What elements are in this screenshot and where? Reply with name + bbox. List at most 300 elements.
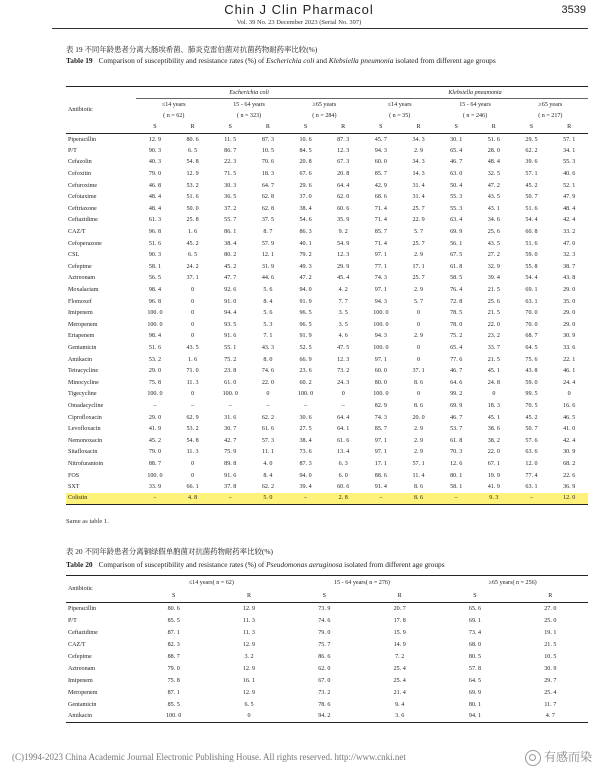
table-cell: 96. 8 (148, 298, 162, 305)
table-cell: 51. 6 (487, 136, 500, 143)
table-cell: 40. 3 (148, 159, 162, 166)
table-row (66, 675, 588, 687)
table-cell: 67. 6 (299, 171, 312, 178)
r-header: R (416, 123, 421, 130)
antibiotic-name: Cefuroxime (68, 182, 98, 189)
table-cell: 37. 8 (224, 484, 237, 491)
table-cell: 64. 4 (337, 414, 350, 421)
table-cell: 79. 0 (167, 665, 180, 672)
table-cell: 87. 1 (167, 689, 180, 696)
table-cell: 6. 0 (338, 472, 348, 479)
table-cell: 12. 9 (242, 665, 256, 672)
table-cell: 67. 5 (450, 252, 463, 259)
table-row (66, 711, 588, 723)
table-cell: 65. 6 (468, 605, 482, 612)
table-cell: 9. 2 (338, 229, 348, 236)
table-cell: 21. 5 (487, 310, 500, 317)
table-cell: 91. 4 (374, 484, 387, 491)
table-cell: 91. 9 (299, 298, 312, 305)
table-cell: 35. 0 (563, 298, 576, 305)
table-cell: 33. 2 (563, 229, 576, 236)
table-row (66, 249, 588, 261)
table-cell: 61. 8 (450, 263, 463, 270)
table-cell: 29. 0 (563, 321, 576, 328)
table-cell: 8. 4 (263, 472, 273, 479)
table-cell: 47. 5 (337, 344, 350, 351)
table-cell: 42. 4 (563, 217, 576, 224)
table-cell: 0 (417, 344, 421, 351)
table-cell: 11. 3 (243, 617, 255, 624)
table-cell: 100. 0 (222, 391, 238, 398)
antibiotic-name: Nemonoxacin (68, 437, 103, 444)
table-cell: 91. 6 (224, 472, 237, 479)
table-cell: 38. 4 (299, 205, 312, 212)
antibiotic-name: CAZ/T (68, 641, 86, 648)
table-cell: 12. 0 (525, 460, 538, 467)
table-cell: 62. 0 (337, 194, 350, 201)
table-cell: 46. 1 (563, 368, 576, 375)
table-cell: 77. 6 (450, 356, 463, 363)
table-cell: 53. 2 (186, 182, 199, 189)
table-cell: 34. 1 (563, 147, 576, 154)
antibiotic-name: Cefoxitin (68, 171, 92, 178)
table-cell: 98. 4 (148, 333, 162, 340)
table-cell: 2. 9 (413, 426, 424, 433)
table-cell: 20. 7 (393, 605, 406, 612)
table-cell: 20. 0 (412, 414, 425, 421)
table-cell: 61. 0 (224, 379, 237, 386)
table-cell: 86. 3 (299, 229, 312, 236)
table-cell: 29. 0 (563, 287, 576, 294)
table-cell: 67. 3 (337, 159, 350, 166)
table-cell: 87. 3 (299, 460, 312, 467)
table-cell: 54. 4 (525, 217, 538, 224)
table-cell: 43. 8 (525, 368, 538, 375)
table-cell: 60. 6 (337, 484, 350, 491)
table-cell: 46. 7 (450, 368, 463, 375)
table-cell: 5. 0 (249, 493, 287, 505)
r-header: R (246, 592, 252, 599)
table-cell: 31. 4 (412, 194, 425, 201)
group-n-header: ( n = 217) (538, 112, 563, 119)
table-cell: 92. 6 (224, 287, 237, 294)
table-cell: 10. 6 (299, 136, 312, 143)
table-cell: 51. 6 (148, 344, 162, 351)
table-cell: 12. 9 (242, 689, 256, 696)
table-cell: 12. 0 (550, 493, 588, 505)
table-cell: 94. 0 (299, 287, 312, 294)
table-cell: 47. 2 (299, 275, 312, 282)
table-row (66, 447, 588, 459)
age-group-header: ≤14 years (387, 101, 412, 108)
table-cell: 0 (247, 713, 251, 720)
table-cell: 18. 3 (487, 402, 500, 409)
table-cell: 17. 8 (393, 617, 406, 624)
table-cell: 50. 7 (525, 194, 538, 201)
table-cell: 8. 6 (413, 402, 424, 409)
table-cell: 23. 2 (487, 333, 500, 340)
table-cell: 80. 6 (167, 605, 180, 612)
table-cell: 73. 2 (337, 368, 350, 375)
table-cell: 78. 5 (450, 310, 463, 317)
table-cell: 64. 5 (525, 344, 538, 351)
table-row (66, 687, 588, 699)
table-cell: 0 (266, 391, 270, 398)
table-cell: 71. 0 (186, 368, 199, 375)
table-cell: 96. 8 (148, 229, 162, 236)
table-cell: 87. 3 (261, 136, 274, 143)
table-row (66, 412, 588, 424)
table-cell: 79. 0 (148, 449, 162, 456)
table-cell: 78. 6 (318, 701, 331, 708)
table-cell: 60. 0 (374, 159, 387, 166)
table-cell: – (437, 493, 475, 505)
table-cell: 52. 5 (299, 344, 312, 351)
table-cell: 7. 2 (395, 653, 405, 660)
table-cell: 41. 9 (148, 426, 162, 433)
table-cell: 8. 6 (413, 484, 424, 491)
table-cell: 12. 3 (337, 356, 350, 363)
table-cell: 57. 1 (525, 171, 538, 178)
table-cell: 44. 6 (261, 275, 274, 282)
table-row (66, 481, 588, 493)
table-cell: 88. 7 (148, 460, 162, 467)
table-row (66, 226, 588, 238)
table-cell: 75. 9 (224, 449, 237, 456)
table-cell: 20. 8 (337, 171, 350, 178)
table-row (66, 699, 588, 711)
antibiotic-name: Aztreonam (68, 275, 96, 282)
table-cell: 0 (567, 391, 571, 398)
table-cell: 2. 9 (413, 437, 424, 444)
group-n-header: ( n = 323) (236, 112, 262, 119)
antibiotic-name: Moxalactam (68, 287, 99, 294)
table-cell: 12. 6 (450, 460, 463, 467)
table-cell: 0 (191, 460, 195, 467)
antibiotic-name: Aztreonam (68, 665, 96, 672)
table-cell: 30. 6 (299, 414, 312, 421)
table-cell: 94. 2 (318, 713, 331, 720)
table-cell: 27. 0 (544, 605, 557, 612)
table-cell: 31. 4 (412, 182, 425, 189)
table-cell: 45. 1 (487, 368, 500, 375)
table-cell: 30. 9 (544, 665, 557, 672)
table-cell: 62. 8 (261, 205, 274, 212)
r-header: R (265, 123, 270, 130)
table-cell: 45. 2 (148, 437, 162, 444)
table-cell: – (136, 493, 174, 505)
table-cell: 99. 5 (525, 391, 538, 398)
table-cell: 25. 6 (487, 229, 500, 236)
table-cell: 8. 6 (400, 493, 438, 505)
table-cell: 75. 7 (318, 641, 331, 648)
table-cell: 11. 3 (186, 379, 199, 386)
table-cell: 34. 3 (412, 159, 425, 166)
table-cell: 66. 9 (299, 356, 312, 363)
table19-en-title: Table 19 Comparison of susceptibility and resistance rates (%) of Escherichia coli and Klebsiella pneumonia isolated from different age groups (66, 56, 496, 65)
antibiotic-name: Minocycline (68, 379, 99, 386)
table-cell: 37. 1 (412, 368, 425, 375)
table-cell: 64. 5 (468, 677, 482, 684)
table-cell: 29. 6 (299, 182, 312, 189)
table-cell: 18. 3 (261, 171, 274, 178)
antibiotic-name: Ceftazidime (68, 629, 98, 636)
table-cell: 68. 0 (468, 641, 482, 648)
group-n-header: ( n = 62) (163, 112, 185, 119)
table-cell: – (191, 402, 195, 409)
table-cell: 50. 0 (186, 205, 199, 212)
table-cell: 27. 5 (299, 426, 312, 433)
table20-label: Table 20 (66, 560, 93, 569)
table-cell: 38. 4 (224, 240, 237, 247)
table-cell: 69. 1 (525, 287, 538, 294)
table-cell: – (228, 402, 232, 409)
table-cell: 6. 5 (188, 252, 198, 259)
table-cell: 45. 2 (186, 240, 199, 247)
group-n-header: ( n = 35) (389, 112, 411, 119)
table-cell: 9. 4 (395, 701, 405, 708)
table-cell: 22. 1 (563, 356, 576, 363)
table-cell: 37. 2 (224, 205, 237, 212)
table-cell: 3. 5 (338, 321, 348, 328)
table-cell: 15. 9 (393, 629, 406, 636)
table-cell: 42. 4 (563, 437, 576, 444)
table-cell: 39. 4 (487, 275, 500, 282)
table-cell: 100. 0 (373, 391, 389, 398)
table-cell: 90. 3 (148, 252, 162, 259)
table-cell: 45. 2 (525, 182, 538, 189)
table-cell: 39. 4 (299, 484, 312, 491)
table-cell: 8. 7 (263, 229, 273, 236)
table-cell: 100. 0 (147, 391, 163, 398)
table-cell: 74. 3 (374, 275, 387, 282)
table-cell: 33. 6 (563, 344, 576, 351)
table-cell: 38. 7 (563, 263, 576, 270)
table-cell: 100. 0 (297, 391, 314, 398)
table-cell: 100. 0 (373, 321, 389, 328)
table-cell: 22. 9 (412, 217, 425, 224)
table-cell: 98. 4 (148, 287, 162, 294)
table-cell: 80. 6 (186, 136, 199, 143)
table-cell: 55. 8 (525, 263, 538, 270)
table-cell: 22. 0 (261, 379, 274, 386)
table20 (66, 575, 588, 723)
table-cell: 97. 1 (374, 252, 387, 259)
header-rule (52, 28, 588, 29)
table-cell: 2. 8 (324, 493, 362, 505)
table-cell: 27. 2 (487, 252, 500, 259)
table-cell: 9. 3 (475, 493, 513, 505)
table-cell: 45. 7 (374, 136, 387, 143)
table-cell: 75. 2 (450, 333, 463, 340)
table-cell: 23. 6 (299, 368, 312, 375)
antibiotic-name: Tigecycline (68, 391, 97, 398)
table19-cn-title: 表 19 不同年龄患者分离大肠埃希菌、肺炎克雷伯菌对抗菌药物耐药率比较(%) (66, 45, 318, 54)
s-header: S (379, 123, 383, 130)
table-cell: 73. 4 (468, 629, 482, 636)
table-cell: 40. 1 (299, 240, 312, 247)
antibiotic-name: Tetracycline (68, 368, 99, 375)
table-cell: 12. 9 (148, 136, 162, 143)
table-cell: 62. 2 (261, 414, 274, 421)
table-cell: 49. 3 (299, 263, 312, 270)
table-cell: 4. 2 (338, 287, 348, 294)
page-header (0, 0, 598, 26)
table-cell: 59. 0 (525, 252, 538, 259)
table20-cn-title: 表 20 不同年龄患者分离铜绿假单胞菌对抗菌药物耐药率比较(%) (66, 547, 273, 556)
table-cell: 8. 6 (413, 379, 424, 386)
watermark-text: 有感而染 (543, 750, 592, 764)
table-cell: 54. 8 (186, 159, 199, 166)
table-cell: 73. 6 (299, 449, 312, 456)
table-cell: 61. 8 (450, 437, 463, 444)
antibiotic-name: Sitafloxacin (68, 449, 98, 456)
table-cell: 100. 0 (166, 713, 182, 720)
table-cell: 94. 0 (299, 472, 312, 479)
table-cell: 80. 5 (468, 653, 482, 660)
table-cell: 79. 0 (148, 171, 162, 178)
s-header: S (529, 123, 534, 130)
table-cell: 24. 4 (563, 379, 576, 386)
r-header: R (567, 123, 572, 130)
table-cell: 5. 6 (263, 310, 273, 317)
table-row (66, 615, 588, 627)
table-row (66, 331, 588, 343)
age-group-header: 15 - 64 years( n = 276) (334, 579, 390, 586)
table-cell: – (287, 493, 325, 505)
table-cell: 33. 7 (487, 344, 500, 351)
table-cell: 70. 0 (525, 310, 538, 317)
table-cell: 21. 5 (544, 641, 557, 648)
table-cell: 63. 0 (450, 171, 463, 178)
antibiotic-name: Meropenem (68, 321, 98, 328)
table-cell: 48. 4 (487, 159, 500, 166)
table-cell: 41. 9 (487, 484, 500, 491)
table-cell: 41. 0 (563, 426, 576, 433)
table-row (66, 627, 588, 639)
table19 (66, 86, 588, 505)
table-cell: 88. 6 (374, 472, 387, 479)
table-cell: 12. 3 (337, 147, 350, 154)
table-cell: 24. 3 (337, 379, 350, 386)
table-cell: 37. 1 (186, 275, 199, 282)
table19-label: Table 19 (66, 56, 93, 65)
table-cell: 7. 7 (338, 298, 348, 305)
table-cell: 0 (341, 391, 345, 398)
table-row (66, 203, 588, 215)
table-cell: 8. 4 (263, 298, 273, 305)
table-cell: 69. 9 (450, 229, 463, 236)
antibiotic-name: Amikacin (68, 356, 93, 363)
table-cell: 1. 6 (188, 229, 198, 236)
table-cell: 57. 9 (261, 240, 274, 247)
table-cell: 86. 6 (318, 653, 331, 660)
table-cell: 25. 4 (393, 677, 406, 684)
table-cell: 14. 3 (412, 171, 425, 178)
antibiotic-name: Ertapenem (68, 333, 95, 340)
table-cell: 54. 8 (186, 437, 199, 444)
table-cell: 66. 1 (186, 484, 199, 491)
table-cell: 63. 1 (525, 484, 538, 491)
table-cell: 79. 0 (318, 629, 331, 636)
r-header: R (190, 123, 195, 130)
table-cell: 57. 6 (525, 437, 538, 444)
s-header: S (473, 592, 477, 599)
table-cell: 23. 8 (224, 368, 237, 375)
table-cell: 71. 4 (374, 240, 387, 247)
table-cell: 56. 1 (450, 240, 463, 247)
s-header: S (228, 123, 232, 130)
table-cell: 54. 4 (525, 275, 538, 282)
table-cell: 25. 8 (186, 217, 199, 224)
table-row (66, 400, 588, 412)
antibiotic-name: Omadacycline (68, 402, 104, 409)
table-cell: 87. 3 (337, 136, 350, 143)
table-cell: 0 (492, 391, 496, 398)
table-cell: 47. 2 (487, 182, 500, 189)
table-cell: 62. 2 (261, 484, 274, 491)
group-n-header: ( n = 284) (312, 112, 337, 119)
table-cell: 29. 0 (148, 368, 162, 375)
table-cell: 30. 7 (224, 426, 237, 433)
table-cell: 96. 5 (299, 310, 312, 317)
table-cell: 0 (191, 333, 195, 340)
table-row (66, 191, 588, 203)
table-cell: 32. 5 (487, 171, 500, 178)
antibiotic-name: Meropenem (68, 689, 98, 696)
table-cell: 4. 7 (545, 713, 555, 720)
table-cell: 37. 0 (299, 194, 312, 201)
table-cell: 70. 6 (261, 159, 274, 166)
r-header: R (397, 592, 402, 599)
table-cell: 43. 8 (563, 275, 576, 282)
table-cell: 12. 1 (261, 252, 274, 259)
antibiotic-name: Cefoperazone (68, 240, 102, 247)
table-cell: 100. 0 (147, 310, 163, 317)
table-cell: 11. 3 (243, 629, 255, 636)
table-cell: 46. 7 (450, 414, 463, 421)
table-cell: 62. 8 (261, 194, 274, 201)
antibiotic-name: Gentamicin (68, 701, 97, 708)
r-header: R (341, 123, 346, 130)
table-cell: 60. 8 (525, 229, 538, 236)
table-cell: 11. 7 (544, 701, 557, 708)
table-cell: 69. 9 (450, 402, 463, 409)
table-cell: 11. 1 (261, 449, 274, 456)
table-cell: 25. 7 (412, 240, 425, 247)
table-cell: 12. 9 (242, 605, 256, 612)
antibiotic-name: Cefazolin (68, 159, 92, 166)
table-cell: 77. 1 (374, 263, 387, 270)
antibiotic-name: Nitrofurantoin (68, 460, 104, 467)
table-cell: 54. 6 (299, 217, 312, 224)
table-cell: 97. 1 (374, 287, 387, 294)
table-cell: 5. 7 (413, 229, 424, 236)
table-cell: 29. 5 (525, 136, 538, 143)
table-cell: 32. 3 (563, 252, 576, 259)
antibiotic-name: Cefepime (68, 263, 92, 270)
table-cell: 57. 8 (468, 665, 482, 672)
table-cell: 69. 9 (468, 689, 482, 696)
table-cell: 70. 5 (525, 402, 538, 409)
table-cell: 20. 8 (299, 159, 312, 166)
table-cell: 38. 4 (299, 437, 312, 444)
table-cell: 82. 3 (167, 641, 180, 648)
table-cell: 70. 0 (525, 321, 538, 328)
table-cell: 45. 1 (487, 414, 500, 421)
table-cell: 30. 9 (563, 333, 576, 340)
table-cell: 31. 9 (261, 263, 274, 270)
